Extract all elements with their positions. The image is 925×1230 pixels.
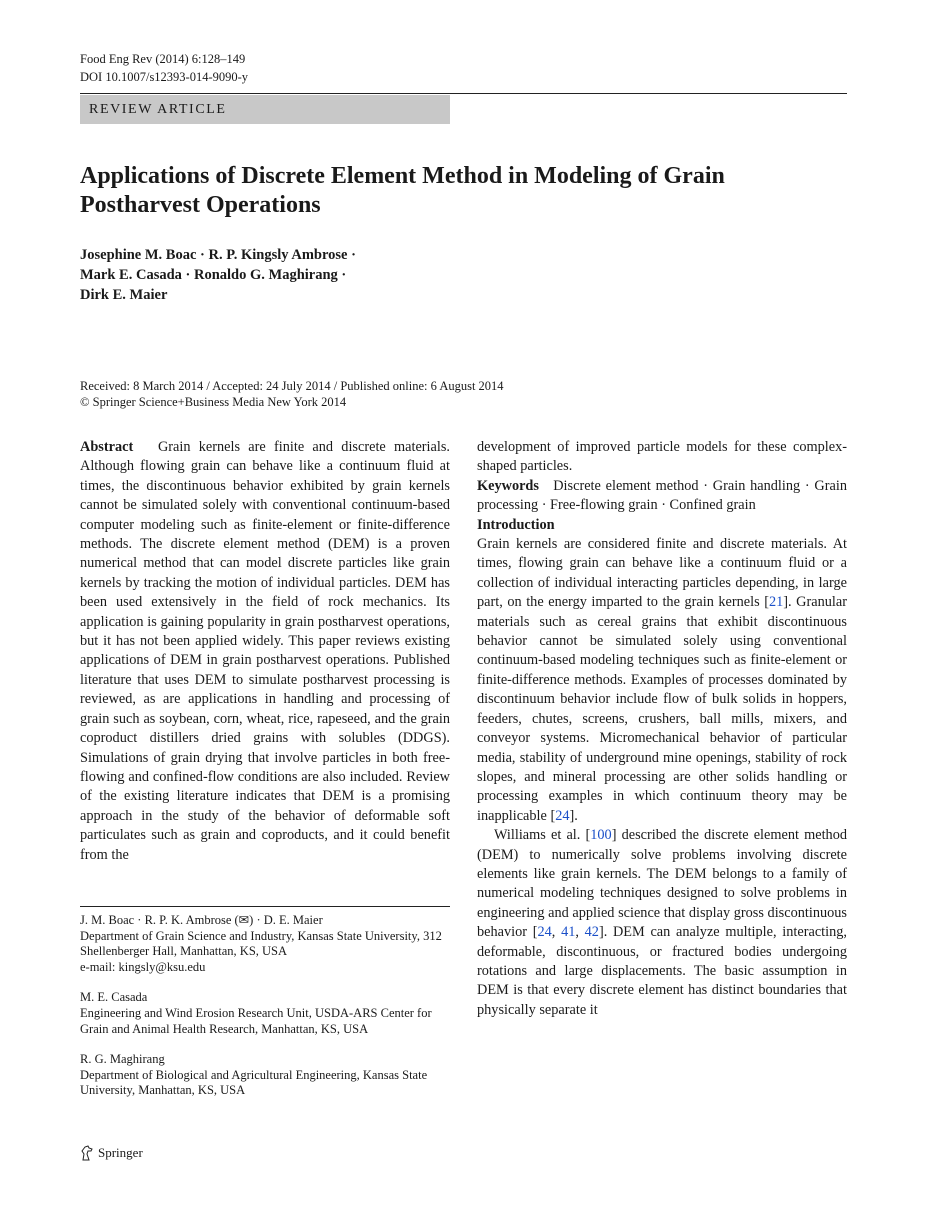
left-column	[80, 438, 450, 865]
abstract	[80, 438, 450, 865]
abstract-text: Grain kernels are finite and discrete materials. Although flowing grain can behave like a continuum fluid at times, the discontinuous behavior exhibited by grain kernels cannot be simulated solely with conventional continuum-based computer modeling such as finite-element or finite-difference methods. The discrete element method (DEM) is a proven numerical method that can model discrete particles like grain kernels by tracking the motion of individual particles. DEM has been used extensively in the field of rock mechanics. Its application is gaining popularity in grain postharvest operations, but it has not been applied widely. This paper reviews existing applications of DEM in grain postharvest operations. Published literature that uses DEM to simulate postharvest processing is reviewed, as are applications in handling and processing of grain such as soybean, corn, wheat, rice, rapeseed, and the grain coproduct distillers dried grains with solubles (DDGS). Simulations of grain drying that involve particles in both free-flowing and confined-flow conditions are also included. Review of the existing literature indicates that DEM is a promising approach in the study of the behavior of deformable soft particulates such as grain and coproducts, and it could benefit from the	[80, 439, 450, 863]
citation-link[interactable]: 100	[590, 827, 612, 844]
author-line: Mark E. Casada · Ronaldo G. Maghirang ·	[80, 267, 347, 283]
affiliation-address: Department of Biological and Agricultural Engineering, Kansas State University, Manhattan, KS, USA	[80, 1067, 428, 1098]
affiliation-names: J. M. Boac · R. P. K. Ambrose (✉) · D. E. Maier	[80, 913, 323, 927]
abstract-continuation: development of improved particle models for these complex-shaped particles.	[477, 439, 847, 475]
text: ]. DEM can analyze multiple, interacting, deformable, discontinuous, or fractured bodies undergoing rotations and large displacements. The basic assumption in DEM is that every discrete element has distinct boundaries that physically separate it	[477, 924, 847, 1018]
citation-link[interactable]: 21	[769, 594, 784, 611]
publication-dates	[80, 378, 504, 410]
affiliation-names: M. E. Casada	[80, 990, 148, 1005]
text: ].	[569, 807, 578, 824]
affiliation-block	[80, 990, 450, 1037]
doi[interactable]: DOI 10.1007/s12393-014-9090-y	[80, 70, 249, 84]
footnote-rule	[80, 906, 450, 907]
intro-paragraph-2	[477, 826, 847, 1020]
copyright: © Springer Science+Business Media New York 2014	[80, 395, 347, 409]
text: ]. Granular materials such as cereal grains that exhibit discontinuous behavior cannot be simulated solely using conventional continuum-based modeling techniques such as finite-element or finite-difference methods. Examples of processes dominated by discontinuum behavior include flow of bulk solids in hoppers, feeders, chutes, screens, crushers, ball mills, mixers, and conveyor systems. Micromechanical behavior of particular media, stability of underground mine openings, stability of rock slopes, and mineral processing are other solids handling or processing examples in which continuum theory may be inapplicable [	[477, 594, 847, 824]
text: ] described the discrete element method (DEM) to numerically solve problems involving discrete elements like grain kernels. The DEM belongs to a family of numerical modeling techniques designed to solve problems in engineering and applied science that display gross discontinuous behavior [	[477, 827, 847, 941]
text: ,	[551, 924, 562, 941]
section-heading-introduction: Introduction	[477, 516, 555, 533]
affiliation-names: R. G. Maghirang	[80, 1052, 165, 1067]
article-type-band	[80, 95, 450, 124]
affiliation-address: Engineering and Wind Erosion Research Unit, USDA-ARS Center for Grain and Animal Health Research, Manhattan, KS, USA	[80, 1005, 432, 1036]
springer-horse-icon	[80, 1145, 94, 1161]
text: ,	[575, 924, 585, 941]
article-type: REVIEW ARTICLE	[89, 102, 227, 117]
publisher-logo	[80, 1145, 143, 1161]
header-rule	[80, 93, 847, 94]
citation-link[interactable]: 41	[561, 924, 576, 941]
text: Williams et al. [	[494, 827, 591, 844]
affiliation-block	[80, 913, 450, 975]
citation-link[interactable]: 24	[537, 924, 552, 941]
author-list	[80, 245, 480, 305]
journal-citation: Food Eng Rev (2014) 6:128–149	[80, 52, 246, 66]
affiliation-block	[80, 1052, 450, 1099]
author-line: Josephine M. Boac · R. P. Kingsly Ambrose ·	[80, 247, 356, 263]
abstract-heading: Abstract	[80, 439, 134, 455]
article-title: Applications of Discrete Element Method in Modeling of Grain Postharvest Operations	[80, 163, 725, 218]
affiliations	[80, 913, 450, 1114]
intro-paragraph-1	[477, 535, 847, 826]
author-line: Dirk E. Maier	[80, 287, 168, 303]
affiliation-address: Department of Grain Science and Industry, Kansas State University, 312 Shellenberger Hall, Manhattan, KS, USA	[80, 928, 442, 959]
keywords-heading: Keywords	[477, 477, 539, 494]
corresponding-email[interactable]: e-mail: kingsly@ksu.edu	[80, 959, 206, 974]
date-history: Received: 8 March 2014 / Accepted: 24 July 2014 / Published online: 6 August 2014	[80, 379, 504, 393]
right-column	[477, 438, 847, 1020]
keywords-text: Discrete element method · Grain handling · Grain processing · Free-flowing grain · Confined grain	[477, 477, 847, 514]
publisher-name: Springer	[98, 1145, 143, 1160]
text: Grain kernels are considered finite and discrete materials. At times, flowing grain can behave like a continuum fluid or a collection of individual interacting particles depending, in large part, on the energy imparted to the grain kernels [	[477, 536, 847, 611]
keywords	[477, 477, 847, 516]
citation-link[interactable]: 42	[584, 924, 599, 941]
journal-meta	[80, 50, 248, 86]
citation-link[interactable]: 24	[555, 807, 570, 824]
